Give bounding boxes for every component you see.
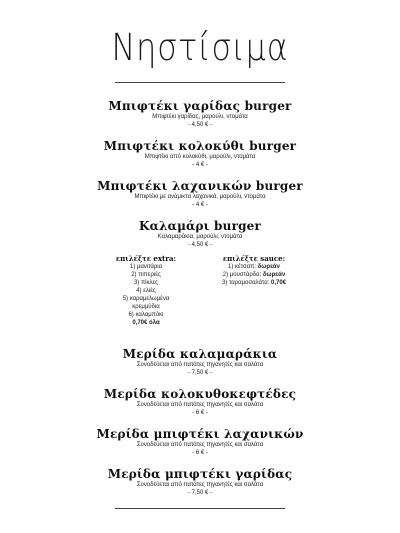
item-name: Μπιφτέκι γαρίδας burger [108,99,292,113]
extras-line: 6) καλαμπόκι [128,312,164,318]
item-description: Συνοδεύεται από πατάτες τηγανητές και σαλάτα [136,362,264,368]
sauce-price: δωρεάν [262,272,286,278]
extras-section [100,254,300,327]
menu-item [0,179,400,219]
extras-line: 4) ελιές [136,288,156,294]
sauce-price: δωρεάν [257,264,280,270]
menu-item [0,427,400,467]
item-price: - 4,50 € - [187,122,212,128]
sauce-label: 2) μουστάρδα: [222,272,263,278]
item-name: Μπιφτέκι κολοκύθι burger [103,139,297,153]
menu-item [0,387,400,427]
extras-line: 2) πιπεριές [131,272,161,278]
top-divider [115,82,285,83]
item-price: - 7,50 € - [187,490,212,496]
item-description: Συνοδεύεται από πατάτες τηγανητές και σαλάτα [136,482,264,488]
item-description: Καλαμαράκια, μαρούλι, ντομάτα [157,234,243,240]
extras-price: 0,70€ όλα [132,320,160,326]
item-name: Μερίδα καλαμαράκια [122,347,278,361]
item-name: Μπιφτέκι λαχανικών burger [97,179,303,193]
extras-line: 5) καραμελωμένα [122,296,170,302]
bottom-divider [115,508,285,509]
item-description: Μπιφτέκι γαρίδας, μαρούλι, ντομάτα [152,114,248,120]
sauce-label: 1) κέτσαπ: [228,264,258,270]
item-description: Συνοδεύεται από πατάτες τηγανητές και σαλάτα [136,402,264,408]
menu-item [0,467,400,507]
sides-list [0,347,400,507]
item-description: Μπιφτέκι με ανάμικτα λαχανικά, μαρούλι, ντομάτα [134,194,266,200]
extras-line: κρεμμύδια [132,304,160,310]
sauce-line [208,279,300,287]
menu-item [0,139,400,179]
extras-title: επιλέξτε extra: [115,254,177,263]
item-price: - 6 € - [192,450,208,456]
item-description: Μπιφτέκι από κολοκύθι, μαρούλι, ντομάτα [144,154,256,160]
item-price: - 4,50 € - [187,242,212,248]
sauce-line [208,271,300,279]
sauce-column [208,254,300,327]
menu-item [0,99,400,139]
sauce-title: επιλέξτε sauce: [222,254,286,263]
sauce-price: 0,70€ [271,280,287,286]
item-price: - 4 € - [192,202,208,208]
item-name: Καλαμάρι burger [138,219,262,233]
sauce-label: 3) ταραμοσαλάτα: [221,280,272,286]
item-price: - 7,50 € - [187,370,212,376]
extras-line: 1) μανιτάρια [129,264,163,270]
sauce-line [208,263,300,271]
burger-list [0,99,400,259]
extras-line: 3) πίκλες [133,280,159,286]
item-name: Μερίδα μπιφτέκι γαρίδας [107,467,293,481]
item-name: Μερίδα μπιφτέκι λαχανικών [96,427,304,441]
page-title: Νηστίσιμα [111,26,289,69]
menu-item [0,219,400,259]
item-description: Συνοδεύεται από πατάτες τηγανητές και σαλάτα [136,442,264,448]
item-price: - 4 € - [192,162,208,168]
menu-item [0,347,400,387]
item-price: - 6 € - [192,410,208,416]
extras-column [100,254,192,327]
item-name: Μερίδα κολοκυθοκεφτέδες [103,387,297,401]
